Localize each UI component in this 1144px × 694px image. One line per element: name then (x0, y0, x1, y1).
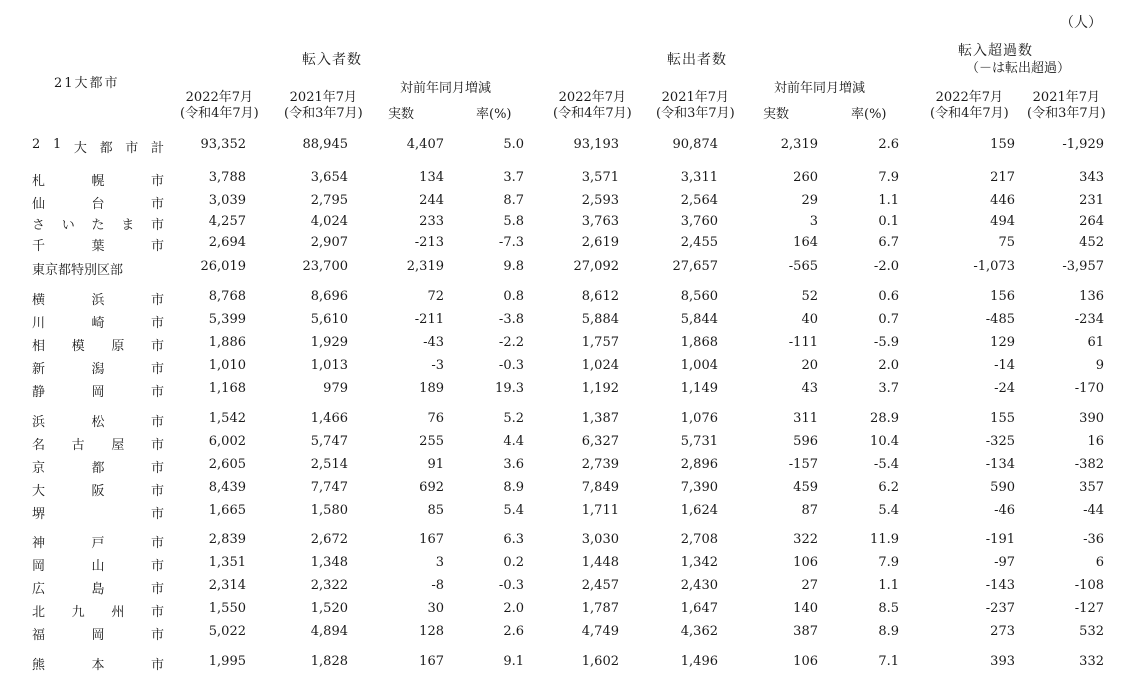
cell-value: -234 (1074, 312, 1104, 327)
cell-value: 264 (1079, 214, 1104, 229)
cell-value: 3.7 (503, 170, 524, 185)
unit-label: （人） (1060, 15, 1102, 31)
cell-value: 3 (809, 214, 818, 229)
table-row (0, 624, 1144, 644)
cell-value: 1,757 (581, 335, 619, 350)
cell-value: 8,612 (581, 289, 619, 304)
cell-value: 0.7 (878, 312, 899, 327)
cell-value: 1,624 (680, 503, 718, 518)
cell-value: 1,010 (208, 358, 246, 373)
cell-value: 5,022 (208, 624, 246, 639)
cell-value: 90,874 (672, 137, 718, 152)
cell-value: -108 (1074, 578, 1104, 593)
cell-value: 3,788 (208, 170, 246, 185)
cell-value: 8,696 (310, 289, 348, 304)
cell-value: 387 (793, 624, 818, 639)
cell-value: 2,739 (581, 457, 619, 472)
cell-value: 1,550 (208, 601, 246, 616)
cell-value: 140 (793, 601, 818, 616)
cell-value: 1.1 (878, 193, 899, 208)
city-name: 京 都 市 (32, 461, 164, 476)
col-header-out-actual: 実数 (763, 107, 790, 122)
cell-value: -143 (985, 578, 1015, 593)
cell-value: 494 (990, 214, 1015, 229)
table-row (0, 434, 1144, 454)
table-row (0, 578, 1144, 598)
cell-value: 5,844 (680, 312, 718, 327)
group-header-out: 転出者数 (667, 52, 727, 68)
col-header-out-2022: 2022年7月 (令和4年7月) (553, 90, 632, 121)
cell-value: 979 (323, 381, 348, 396)
cell-value: -1,073 (973, 259, 1015, 274)
cell-value: 93,193 (573, 137, 619, 152)
cell-value: 244 (419, 193, 444, 208)
city-name: 大 阪 市 (32, 484, 164, 499)
city-name: 横 浜 市 (32, 293, 164, 308)
cell-value: 3.6 (503, 457, 524, 472)
cell-value: 19.3 (495, 381, 524, 396)
cell-value: -46 (994, 503, 1015, 518)
cell-value: 85 (427, 503, 444, 518)
cell-value: 4,362 (680, 624, 718, 639)
group-header-net: 転入超過数 (958, 43, 1033, 59)
cell-value: -325 (985, 434, 1015, 449)
cell-value: 1,013 (310, 358, 348, 373)
cell-value: 3,763 (581, 214, 619, 229)
table-row (0, 532, 1144, 552)
cell-value: -170 (1074, 381, 1104, 396)
col-header-in-2021: 2021年7月 (令和3年7月) (284, 90, 363, 121)
cell-value: 134 (419, 170, 444, 185)
cell-value: 129 (990, 335, 1015, 350)
cell-value: 10.4 (870, 434, 899, 449)
table-row (0, 601, 1144, 621)
cell-value: 5,731 (680, 434, 718, 449)
cell-value: 8.7 (503, 193, 524, 208)
cell-value: 106 (793, 654, 818, 669)
cell-value: 3,571 (581, 170, 619, 185)
cell-value: 7,747 (310, 480, 348, 495)
cell-value: 16 (1087, 434, 1104, 449)
cell-value: 156 (990, 289, 1015, 304)
cell-value: -97 (994, 555, 1015, 570)
cell-value: 2,907 (310, 235, 348, 250)
cell-value: 2,319 (406, 259, 444, 274)
cell-value: 26,019 (200, 259, 246, 274)
cell-value: -2.0 (873, 259, 899, 274)
cell-value: -5.4 (873, 457, 899, 472)
cell-value: 1,076 (680, 411, 718, 426)
table-row (0, 381, 1144, 401)
cell-value: 5.4 (503, 503, 524, 518)
cell-value: 217 (990, 170, 1015, 185)
cell-value: 7,390 (680, 480, 718, 495)
cell-value: -36 (1083, 532, 1104, 547)
cell-value: 332 (1079, 654, 1104, 669)
cell-value: 1,580 (310, 503, 348, 518)
cell-value: 3,030 (581, 532, 619, 547)
city-name: 岡 山 市 (32, 559, 164, 574)
cell-value: 390 (1079, 411, 1104, 426)
cell-value: 5.0 (503, 137, 524, 152)
cell-value: 1,787 (581, 601, 619, 616)
cell-value: 5.8 (503, 214, 524, 229)
cell-value: 40 (801, 312, 818, 327)
city-name: 福 岡 市 (32, 628, 164, 643)
cell-value: 233 (419, 214, 444, 229)
cell-value: 231 (1079, 193, 1104, 208)
cell-value: 4,024 (310, 214, 348, 229)
cell-value: 452 (1079, 235, 1104, 250)
cell-value: -3,957 (1062, 259, 1104, 274)
cell-value: 9.8 (503, 259, 524, 274)
cell-value: 52 (801, 289, 818, 304)
cell-value: -43 (423, 335, 444, 350)
cell-value: -7.3 (498, 235, 524, 250)
cell-value: 260 (793, 170, 818, 185)
cell-value: 8.5 (878, 601, 899, 616)
city-name: 熊 本 市 (32, 658, 164, 673)
cell-value: 1,711 (581, 503, 619, 518)
total-row (0, 137, 1144, 157)
cell-value: -0.3 (498, 358, 524, 373)
city-name: 堺 市 (32, 507, 164, 522)
cell-value: 4,257 (208, 214, 246, 229)
city-name: 札 幌 市 (32, 174, 164, 189)
cell-value: 3,311 (680, 170, 718, 185)
cell-value: 393 (990, 654, 1015, 669)
city-name: 新 潟 市 (32, 362, 164, 377)
cell-value: 1,828 (310, 654, 348, 669)
cell-value: 2,430 (680, 578, 718, 593)
city-name: 浜 松 市 (32, 415, 164, 430)
cell-value: 1,351 (208, 555, 246, 570)
cell-value: 1,995 (208, 654, 246, 669)
city-name: 北 九 州 市 (32, 605, 164, 620)
cell-value: 23,700 (302, 259, 348, 274)
cell-value: 155 (990, 411, 1015, 426)
table-row (0, 457, 1144, 477)
table-row (0, 193, 1144, 213)
cell-value: 7.9 (878, 555, 899, 570)
cell-value: 273 (990, 624, 1015, 639)
col-header-in-actual: 実数 (388, 107, 415, 122)
cell-value: 27 (801, 578, 818, 593)
cell-value: 1,149 (680, 381, 718, 396)
col-header-out-2021: 2021年7月 (令和3年7月) (656, 90, 735, 121)
cell-value: 3,654 (310, 170, 348, 185)
city-name: 川 崎 市 (32, 316, 164, 331)
table-row (0, 335, 1144, 355)
table-row (0, 555, 1144, 575)
cell-value: 43 (801, 381, 818, 396)
cell-value: 532 (1079, 624, 1104, 639)
col-header-in-2022: 2022年7月 (令和4年7月) (180, 90, 259, 121)
cell-value: 189 (419, 381, 444, 396)
cell-value: 27,657 (672, 259, 718, 274)
cell-value: 2,672 (310, 532, 348, 547)
table-row (0, 312, 1144, 332)
cell-value: 5.2 (503, 411, 524, 426)
table-row (0, 480, 1144, 500)
cell-value: 2,694 (208, 235, 246, 250)
cell-value: 72 (427, 289, 444, 304)
cell-value: 2,314 (208, 578, 246, 593)
cell-value: -14 (994, 358, 1015, 373)
cell-value: 2,896 (680, 457, 718, 472)
cell-value: 8.9 (503, 480, 524, 495)
city-name: 2 1 大 都 市 計 (32, 137, 164, 156)
city-column-header: 21大都市 (54, 76, 120, 91)
cell-value: 2.6 (878, 137, 899, 152)
cell-value: -2.2 (498, 335, 524, 350)
cell-value: 75 (998, 235, 1015, 250)
cell-value: 2,708 (680, 532, 718, 547)
city-name: 仙 台 市 (32, 197, 164, 212)
cell-value: 4,894 (310, 624, 348, 639)
table-row (0, 654, 1144, 674)
cell-value: 0.6 (878, 289, 899, 304)
cell-value: 1,886 (208, 335, 246, 350)
cell-value: -5.9 (873, 335, 899, 350)
city-name: 名 古 屋 市 (32, 438, 164, 453)
cell-value: 4,407 (406, 137, 444, 152)
cell-value: 4.4 (503, 434, 524, 449)
cell-value: 2,619 (581, 235, 619, 250)
city-name: 相 模 原 市 (32, 339, 164, 354)
cell-value: -3.8 (498, 312, 524, 327)
cell-value: 2.0 (878, 358, 899, 373)
cell-value: 106 (793, 555, 818, 570)
cell-value: -191 (985, 532, 1015, 547)
cell-value: -111 (788, 335, 818, 350)
col-header-net-2021: 2021年7月 (令和3年7月) (1027, 90, 1106, 121)
table-row (0, 214, 1144, 234)
cell-value: 1,168 (208, 381, 246, 396)
cell-value: 5,610 (310, 312, 348, 327)
cell-value: 322 (793, 532, 818, 547)
cell-value: 7,849 (581, 480, 619, 495)
col-header-out-yoy: 対前年同月増減 (774, 81, 866, 96)
cell-value: 27,092 (573, 259, 619, 274)
cell-value: 61 (1087, 335, 1104, 350)
cell-value: 0.8 (503, 289, 524, 304)
cell-value: 8,560 (680, 289, 718, 304)
cell-value: 1,602 (581, 654, 619, 669)
cell-value: -565 (788, 259, 818, 274)
city-name: 千 葉 市 (32, 239, 164, 254)
cell-value: 1,004 (680, 358, 718, 373)
cell-value: 1,466 (310, 411, 348, 426)
cell-value: -485 (985, 312, 1015, 327)
cell-value: 692 (419, 480, 444, 495)
cell-value: 6.2 (878, 480, 899, 495)
cell-value: -237 (985, 601, 1015, 616)
cell-value: 0.2 (503, 555, 524, 570)
cell-value: 9 (1095, 358, 1104, 373)
cell-value: 1,024 (581, 358, 619, 373)
cell-value: 6.7 (878, 235, 899, 250)
cell-value: 8,768 (208, 289, 246, 304)
cell-value: 167 (419, 654, 444, 669)
cell-value: -211 (414, 312, 444, 327)
cell-value: 2,605 (208, 457, 246, 472)
city-name: 神 戸 市 (32, 536, 164, 551)
col-header-out-rate: 率(%) (851, 107, 887, 122)
cell-value: 596 (793, 434, 818, 449)
cell-value: 2,514 (310, 457, 348, 472)
cell-value: -382 (1074, 457, 1104, 472)
cell-value: 76 (427, 411, 444, 426)
cell-value: 11.9 (870, 532, 899, 547)
cell-value: 1,192 (581, 381, 619, 396)
cell-value: 7.9 (878, 170, 899, 185)
cell-value: -213 (414, 235, 444, 250)
table-row (0, 170, 1144, 190)
cell-value: 6,327 (581, 434, 619, 449)
cell-value: 28.9 (870, 411, 899, 426)
cell-value: 1,929 (310, 335, 348, 350)
group-header-net-note: （－は転出超過） (966, 61, 1071, 76)
group-header-in: 転入者数 (302, 52, 362, 68)
cell-value: 446 (990, 193, 1015, 208)
cell-value: 3,760 (680, 214, 718, 229)
cell-value: 343 (1079, 170, 1104, 185)
cell-value: 6.3 (503, 532, 524, 547)
table-row (0, 358, 1144, 378)
cell-value: 2.6 (503, 624, 524, 639)
cell-value: 2,839 (208, 532, 246, 547)
cell-value: 1,665 (208, 503, 246, 518)
cell-value: 6,002 (208, 434, 246, 449)
city-name: 静 岡 市 (32, 385, 164, 400)
cell-value: -8 (431, 578, 444, 593)
cell-value: 87 (801, 503, 818, 518)
cell-value: -3 (431, 358, 444, 373)
cell-value: 9.1 (503, 654, 524, 669)
cell-value: 2,457 (581, 578, 619, 593)
cell-value: 2,564 (680, 193, 718, 208)
cell-value: 1,387 (581, 411, 619, 426)
table-row (0, 289, 1144, 309)
col-header-in-rate: 率(%) (476, 107, 512, 122)
table-row (0, 235, 1144, 255)
cell-value: 167 (419, 532, 444, 547)
city-name: さ い た ま 市 (32, 218, 164, 233)
cell-value: -0.3 (498, 578, 524, 593)
cell-value: 5.4 (878, 503, 899, 518)
cell-value: 5,884 (581, 312, 619, 327)
cell-value: 2,319 (780, 137, 818, 152)
cell-value: 8.9 (878, 624, 899, 639)
cell-value: 20 (801, 358, 818, 373)
cell-value: 164 (793, 235, 818, 250)
cell-value: 2,593 (581, 193, 619, 208)
cell-value: 1,542 (208, 411, 246, 426)
table-row (0, 411, 1144, 431)
cell-value: 128 (419, 624, 444, 639)
cell-value: 459 (793, 480, 818, 495)
cell-value: 1,448 (581, 555, 619, 570)
cell-value: 1,647 (680, 601, 718, 616)
cell-value: 0.1 (878, 214, 899, 229)
table-row (0, 259, 1144, 279)
cell-value: 88,945 (302, 137, 348, 152)
cell-value: 1,348 (310, 555, 348, 570)
cell-value: 311 (793, 411, 818, 426)
city-name: 広 島 市 (32, 582, 164, 597)
cell-value: -24 (994, 381, 1015, 396)
cell-value: 3 (435, 555, 444, 570)
cell-value: 8,439 (208, 480, 246, 495)
cell-value: 2,322 (310, 578, 348, 593)
cell-value: 5,747 (310, 434, 348, 449)
cell-value: 1,496 (680, 654, 718, 669)
cell-value: 91 (427, 457, 444, 472)
cell-value: 2.0 (503, 601, 524, 616)
cell-value: 7.1 (878, 654, 899, 669)
cell-value: 6 (1095, 555, 1104, 570)
cell-value: 2,795 (310, 193, 348, 208)
col-header-in-yoy: 対前年同月増減 (400, 81, 492, 96)
cell-value: -157 (788, 457, 818, 472)
cell-value: 5,399 (208, 312, 246, 327)
cell-value: 357 (1079, 480, 1104, 495)
cell-value: 93,352 (200, 137, 246, 152)
cell-value: 29 (801, 193, 818, 208)
col-header-net-2022: 2022年7月 (令和4年7月) (930, 90, 1009, 121)
cell-value: -134 (985, 457, 1015, 472)
cell-value: 1,342 (680, 555, 718, 570)
cell-value: 3,039 (208, 193, 246, 208)
table-row (0, 503, 1144, 523)
cell-value: 255 (419, 434, 444, 449)
cell-value: 159 (990, 137, 1015, 152)
cell-value: -127 (1074, 601, 1104, 616)
cell-value: 30 (427, 601, 444, 616)
cell-value: -1,929 (1062, 137, 1104, 152)
cell-value: 1.1 (878, 578, 899, 593)
cell-value: 3.7 (878, 381, 899, 396)
cell-value: 4,749 (581, 624, 619, 639)
city-name: 東京都特別区部 (32, 263, 124, 278)
cell-value: 136 (1079, 289, 1104, 304)
cell-value: 2,455 (680, 235, 718, 250)
cell-value: -44 (1083, 503, 1104, 518)
cell-value: 1,520 (310, 601, 348, 616)
cell-value: 590 (990, 480, 1015, 495)
cell-value: 1,868 (680, 335, 718, 350)
